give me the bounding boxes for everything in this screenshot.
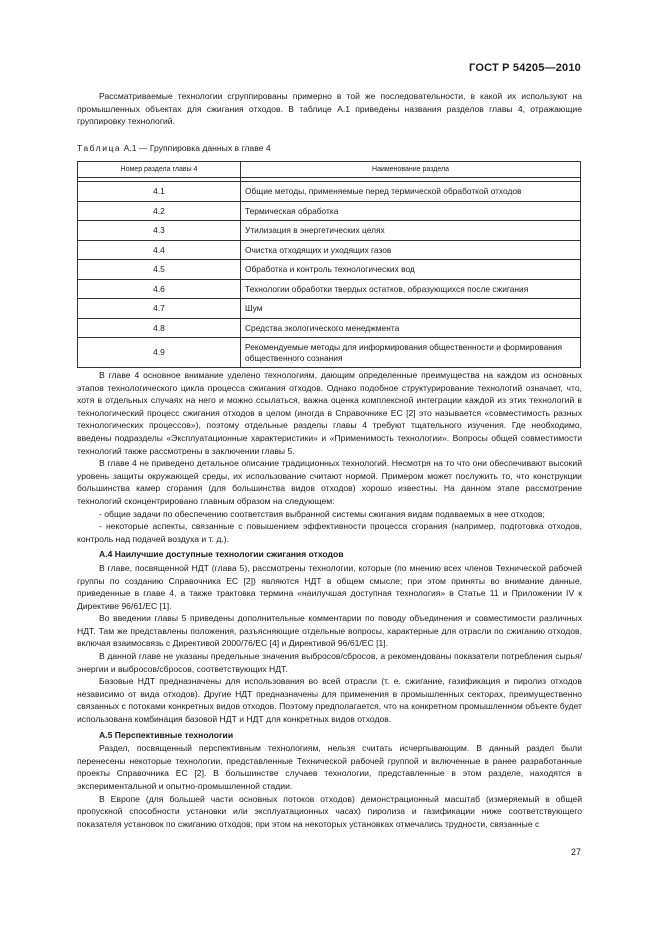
row-name: Термическая обработка [241,201,581,221]
row-number: 4.7 [78,299,241,319]
table-caption-label: Таблица [77,143,122,153]
row-name: Утилизация в энергетических целях [241,221,581,241]
body-paragraph: В данной главе не указаны предельные значения выбросов/сбросов, а рекомендованы показатели потребления сырья/энергии и выбросов/сбросов, соответствующих НДТ. [77,651,582,674]
body-paragraph: Раздел, посвященный перспективным технологиям, нельзя считать исчерпывающим. В данный раздел были перенесены некоторые технологии, представленные Технической рабочей группой и включенные в ранее разработанные проекты Справочника ЕС [2]. В большинстве случаев технологии, представленные в этом разделе, находятся в экспериментальной и опытно-промышленной стадии. [77,743,582,791]
body-list-item: - общие задачи по обеспечению соответствия выбранной системы сжигания видам подаваемых в нее отходов; [99,508,545,519]
section-heading-a5: А.5 Перспективные технологии [99,729,234,740]
body-paragraph: В главе 4 основное внимание уделено технологиям, дающим определенные преимущества на каждом из основных этапов технологического цикла процесса сжигания отходов. Однако подобное структурирование технологий означает, что, хотя в отдельных случаях на него и можно ссылаться, важна оценка комплексной интеграции каждой из этих технологий в технологический процесс сжигания отходов в целом (иногда в Справочнике ЕС [2] это называется «совместимость разных технологических процессов»), поэтому отдельные разделы главы 4 требуют тщательного изучения. Где необходимо, введены подразделы «Эксплуатационные характеристики» и «Применимость технологии». Вопросы общей совместимости технологий также рассмотрены в заключении главы 5. [77,370,582,456]
table-row [78,221,581,241]
table-row [78,201,581,221]
row-number: 4.6 [78,279,241,299]
standard-header: ГОСТ Р 54205—2010 [469,62,581,74]
page-number: 27 [570,847,581,857]
table-row [78,299,581,319]
intro-block [77,90,582,128]
row-number: 4.4 [78,240,241,260]
row-name: Очистка отходящих и уходящих газов [241,240,581,260]
table-row [78,338,581,368]
row-name: Обработка и контроль технологических вод [241,260,581,280]
row-name: Шум [241,299,581,319]
table-row [78,279,581,299]
table-caption [77,143,271,153]
row-number: 4.9 [78,338,241,368]
table-row [78,240,581,260]
body-paragraph: Во введении главы 5 приведены дополнительные комментарии по поводу объединения и совместимости различных НДТ. Там же представлены положения, разъясняющие отдельные вопросы, характерные для отрасли по сжиганию отходов, включая взаимосвязь с Директивой 2000/76/ЕС [4] и Директивой 96/61/ЕС [1]. [77,613,582,649]
table-header-number: Номер раздела главы 4 [78,162,241,178]
body-list-item: - некоторые аспекты, связанные с повышением эффективности процесса сгорания (например, подготовка отходов, контроль над подачей воздуха и т. д.). [77,521,582,544]
row-number: 4.8 [78,318,241,338]
body-paragraph: В главе, посвященной НДТ (глава 5), рассмотрены технологии, которые (по мнению всех членов Технической рабочей группы по созданию Справочника ЕС [2]) являются НДТ в общем смысле; при этом приняты во внимание данные, приведенные в главе 4, а также трактовка термина «наилучшая доступная технология» в Статье 11 и Приложении IV к Директиве 96/61/ЕС [1]. [77,562,582,611]
body-paragraph: В Европе (для большей части основных потоков отходов) демонстрационный масштаб (измеряемый в общей пропускной способности установки или эксплуатационных часах) пиролиза и газификации ниже соответствующего показателя установок по сжиганию отходов; при этом на некоторых установках отмечались трудности, связанные с [77,793,582,829]
section-heading-a4: А.4 Наилучшие доступные технологии сжигания отходов [99,549,344,560]
row-name: Рекомендуемые методы для информирования общественности и формирования общественного сознания [241,338,581,368]
body-block [77,369,582,830]
row-number: 4.5 [78,260,241,280]
table-row [78,260,581,280]
intro-paragraph: Рассматриваемые технологии сгруппированы примерно в той же последовательности, в какой их используют на промышленных объектах для сжигания отходов. В таблице А.1 приведены названия разделов главы 4, отражающие группировку технологий. [77,91,582,127]
body-paragraph: В главе 4 не приведено детальное описание традиционных технологий. Несмотря на то что они обеспечивают высокий уровень защиты окружающей среды, их использование считают нормой. Примером может послужить то, что конструкции большинства камер сгорания (для большинства видов отходов) хорошо известны. На данном этапе рассмотрение технологий сконцентрировано главным образом на следующем: [77,458,582,506]
table-row [78,182,581,202]
row-number: 4.2 [78,201,241,221]
row-name: Средства экологического менеджмента [241,318,581,338]
row-number: 4.1 [78,182,241,202]
row-number: 4.3 [78,221,241,241]
body-paragraph: Базовые НДТ предназначены для использования во всей отрасли (т. е. сжигание, газификация и пиролиз отходов независимо от вида отходов). Другие НДТ предназначены для применения в промышленных секторах, преимущественно связанных с потоками конкретных видов отходов. Поэтому предполагается, что на конкретном промышленном объекте будет использована комбинация базовой НДТ и НДТ для конкретных видов отходов. [77,676,582,725]
table-caption-text: А.1 — Группировка данных в главе 4 [123,143,271,153]
row-name: Общие методы, применяемые перед термической обработкой отходов [241,182,581,202]
table-header-name: Наименование раздела [241,162,581,178]
row-name: Технологии обработки твердых остатков, образующихся после сжигания [241,279,581,299]
grouping-table [77,161,581,368]
table-row [78,318,581,338]
